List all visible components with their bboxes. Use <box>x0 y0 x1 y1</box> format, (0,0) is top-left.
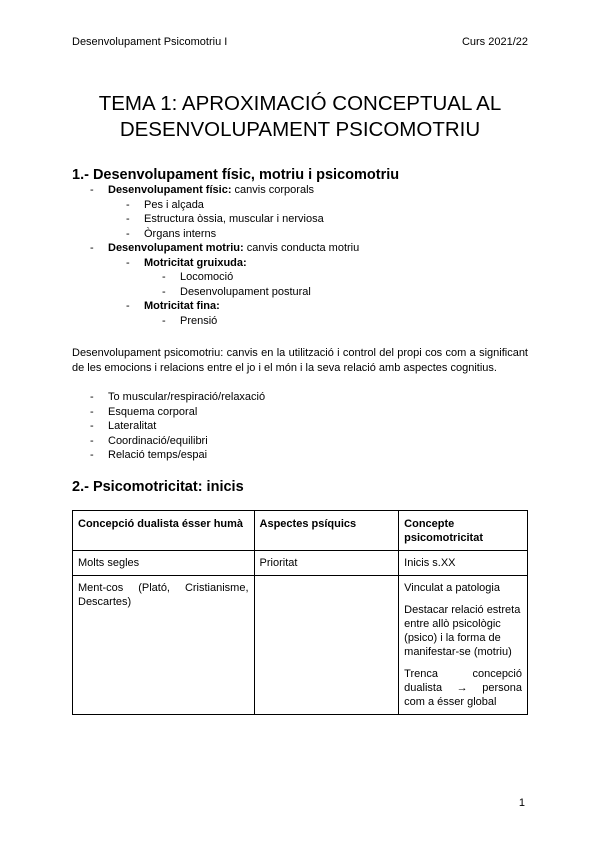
document-title <box>72 91 528 143</box>
table-row <box>73 576 528 715</box>
page-header <box>72 36 528 48</box>
section-2-heading: 2.- Psicomotricitat: inicis <box>72 479 244 495</box>
list-item: - Desenvolupament físic: canvis corporals <box>90 184 315 196</box>
list-item: - Desenvolupament postural <box>162 285 311 298</box>
list-item: - Òrgans interns <box>126 227 217 240</box>
table-header-cell: Aspectes psíquics <box>254 511 399 551</box>
table-cell: Molts segles <box>73 551 255 576</box>
list-item: - Prensió <box>162 314 218 327</box>
cell-paragraph: Trenca concepció dualista → persona com a ésser global <box>404 668 522 708</box>
table-header-cell: Concepció dualista ésser humà <box>73 511 255 551</box>
list-item: - Motricitat gruixuda: <box>126 256 247 269</box>
table-cell: Inicis s.XX <box>399 551 528 576</box>
page-number: 1 <box>518 797 525 809</box>
psychomotor-definition: Desenvolupament psicomotriu: canvis en la utilització i control del propi cos com a significant de les emocions i relacions entre el jo i el món i la seva relació amb aspectes cognitius. <box>72 347 528 374</box>
section-1-outline <box>72 183 528 328</box>
section-1-heading: 1.- Desenvolupament físic, motriu i psicomotriu <box>72 167 400 183</box>
table-cell: Ment-cos (Plató, Cristianisme, Descartes) <box>73 576 255 715</box>
list-item: - Estructura òssia, muscular i nerviosa <box>126 213 324 225</box>
table-cell <box>254 576 399 715</box>
list-item: - Esquema corporal <box>90 405 198 418</box>
title-line-1: TEMA 1: APROXIMACIÓ CONCEPTUAL AL <box>98 92 502 115</box>
list-item: - Lateralitat <box>90 420 157 432</box>
list-item: - Relació temps/espai <box>90 449 208 461</box>
list-item: - Motricitat fina: <box>126 300 220 312</box>
list-item: - Pes i alçada <box>126 198 204 211</box>
header-year: Curs 2021/22 <box>461 36 528 48</box>
psychomotor-aspects-list <box>72 390 528 463</box>
table-cell: Prioritat <box>254 551 399 576</box>
list-item: - Coordinació/equilibri <box>90 434 208 447</box>
list-item: - Desenvolupament motriu: canvis conducta motriu <box>90 242 360 254</box>
header-course-name: Desenvolupament Psicomotriu I <box>72 36 228 48</box>
cell-paragraph: Vinculat a patologia <box>404 582 500 594</box>
table-header-row <box>73 511 528 551</box>
cell-paragraph: Destacar relació estreta entre allò psicològic (psico) i la forma de manifestar-se (motriu) <box>404 604 521 658</box>
title-line-2: DESENVOLUPAMENT PSICOMOTRIU <box>119 118 481 141</box>
table-cell <box>399 576 528 715</box>
psychomotricity-origins-table <box>72 510 528 715</box>
table-header-cell: Concepte psicomotricitat <box>399 511 528 551</box>
list-item: - To muscular/respiració/relaxació <box>90 391 266 403</box>
table-row <box>73 551 528 576</box>
list-item: - Locomoció <box>162 271 234 283</box>
